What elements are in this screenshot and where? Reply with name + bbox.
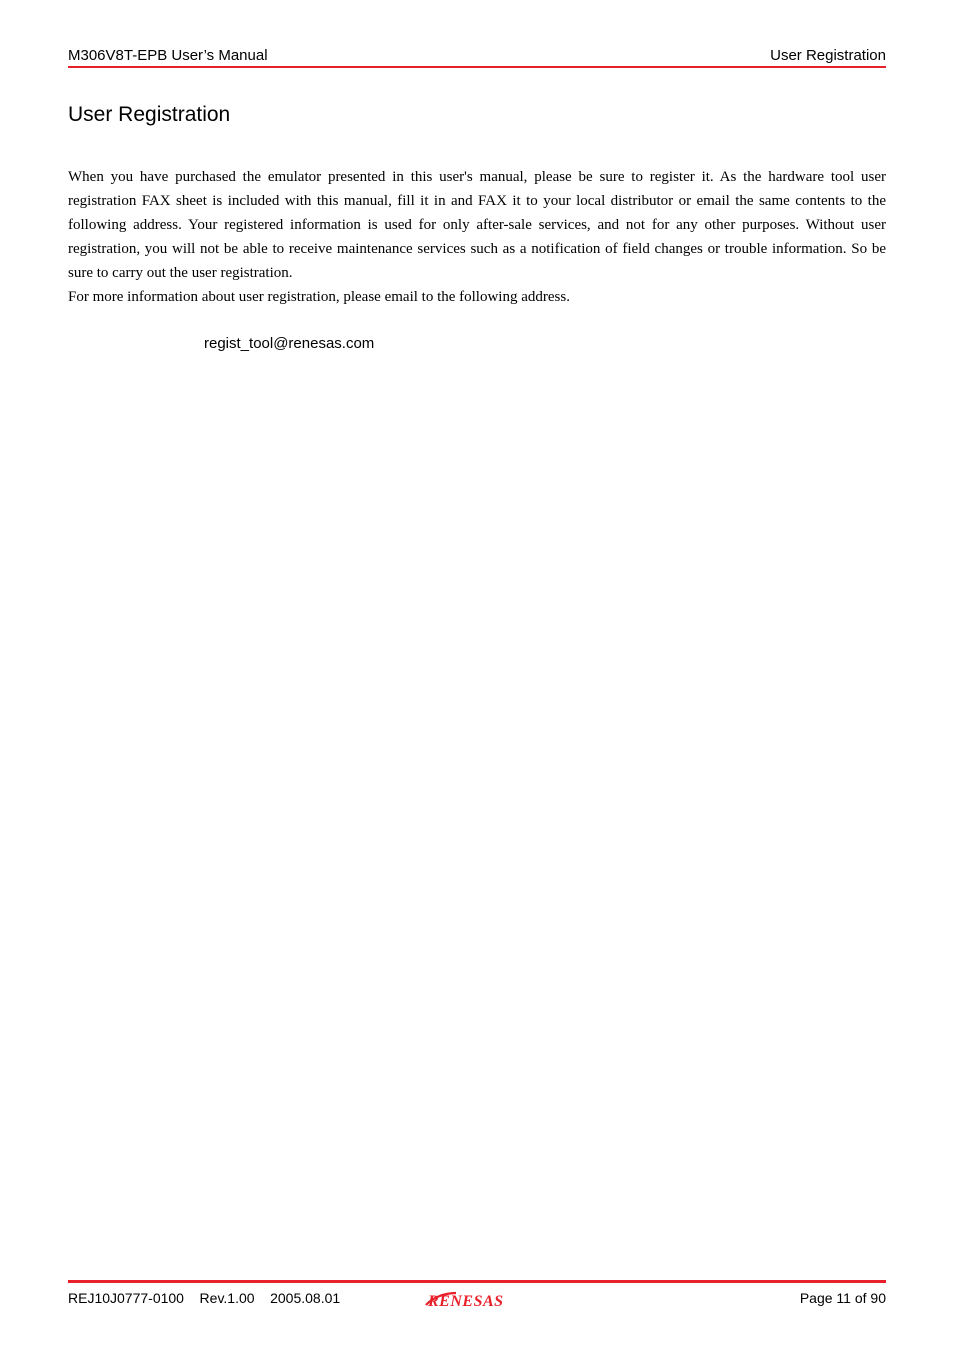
renesas-logo-mark <box>422 1289 534 1309</box>
page-header <box>68 46 886 66</box>
revision: Rev.1.00 <box>199 1290 255 1306</box>
document-number: REJ10J0777-0100 <box>68 1290 184 1306</box>
registration-paragraph: When you have purchased the emulator presented in this user's manual, please be sure to register it. As the hardware tool user registration FAX sheet is included with this manual, fill it in and FAX it to your local distributor or email the same contents to the following address. Your registered information is used for only after-sale services, and not for any other purposes. Without user registration, you will not be able to receive maintenance services such as a notification of field changes or trouble information. So be sure to carry out the user registration. <box>68 169 886 281</box>
section-name: User Registration <box>770 47 886 64</box>
header-divider <box>68 66 886 68</box>
manual-title: M306V8T-EPB User’s Manual <box>68 47 268 64</box>
date: 2005.08.01 <box>270 1290 341 1306</box>
page-number: Page 11 of 90 <box>799 1290 886 1306</box>
info-paragraph: For more information about user registration, please email to the following address. <box>68 289 570 305</box>
renesas-logo <box>422 1289 534 1314</box>
page-title: User Registration <box>68 103 231 126</box>
footer-document-info <box>68 1290 340 1306</box>
footer-divider <box>68 1280 886 1283</box>
logo-text: RENESAS <box>428 1293 504 1309</box>
registration-email[interactable]: regist_tool@renesas.com <box>204 335 375 352</box>
body-text <box>68 165 886 309</box>
